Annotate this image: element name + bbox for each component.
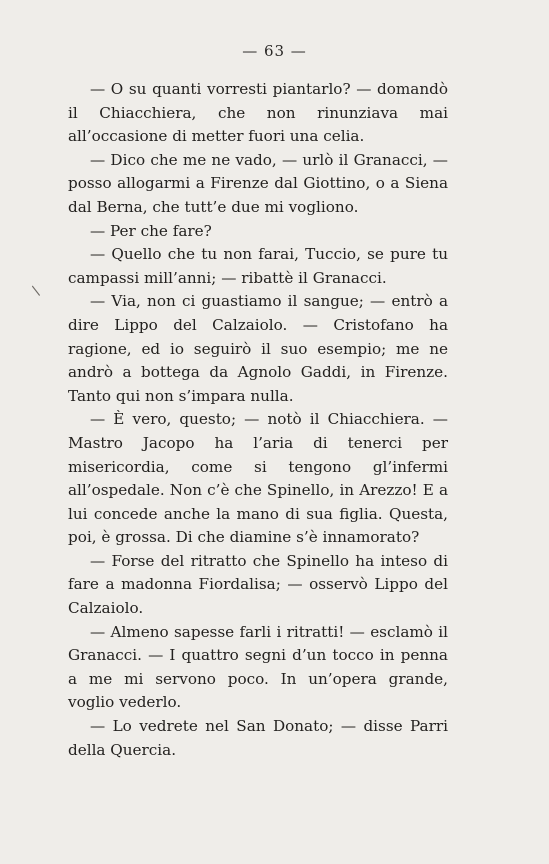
paragraph-7: — Forse del ritratto che Spinello ha inteso di fare a madonna Fiordalisa; — osservò Lippo del Calzaiolo. — [68, 551, 448, 618]
paragraph-6: — È vero, questo; — notò il Chiacchiera. — Mastro Jacopo ha l’aria di tenerci per misericordia, come si tengono gl’infermi all’ospedale. Non c’è che Spinello, in Arezzo! E a lui concede anche la mano di sua figlia. Questa, poi, è grossa. Di che diamine s’è innamorato? — [68, 410, 448, 547]
paragraph-8: — Almeno sapesse farli i ritratti! — esclamò il Granacci. — I quattro segni d’un tocco in penna a me mi servono poco. In un’opera grande, voglio vederlo. — [68, 622, 448, 712]
paragraph-3: — Per che fare? — [90, 221, 212, 240]
paragraph-1: — O su quanti vorresti piantarlo? — domandò il Chiacchiera, che non rinunziava mai all’occasione di metter fuori una celia. — [68, 80, 448, 146]
margin-pencil-mark: / — [28, 284, 45, 298]
paragraph-2: — Dico che me ne vado, — urlò il Granacci, — posso allogarmi a Firenze dal Giottino, o a Siena dal Berna, che tutt’e due mi vogliono. — [68, 150, 448, 216]
body-text — [68, 78, 448, 762]
paragraph-9: — Lo vedrete nel San Donato; — disse Parri della Quercia. — [68, 717, 448, 759]
paragraph-5: — Via, non ci guastiamo il sangue; — entrò a dire Lippo del Calzaiolo. — Cristofano ha ragione, ed io seguirò il suo esempio; me ne andrò a bottega da Agnolo Gaddi, in Firenze. Tanto qui non s’impara nulla. — [68, 292, 448, 405]
paragraph-4: — Quello che tu non farai, Tuccio, se pure tu campassi mill’anni; — ribattè il Granacci. — [68, 245, 448, 287]
page-number: — 63 — — [242, 42, 307, 60]
